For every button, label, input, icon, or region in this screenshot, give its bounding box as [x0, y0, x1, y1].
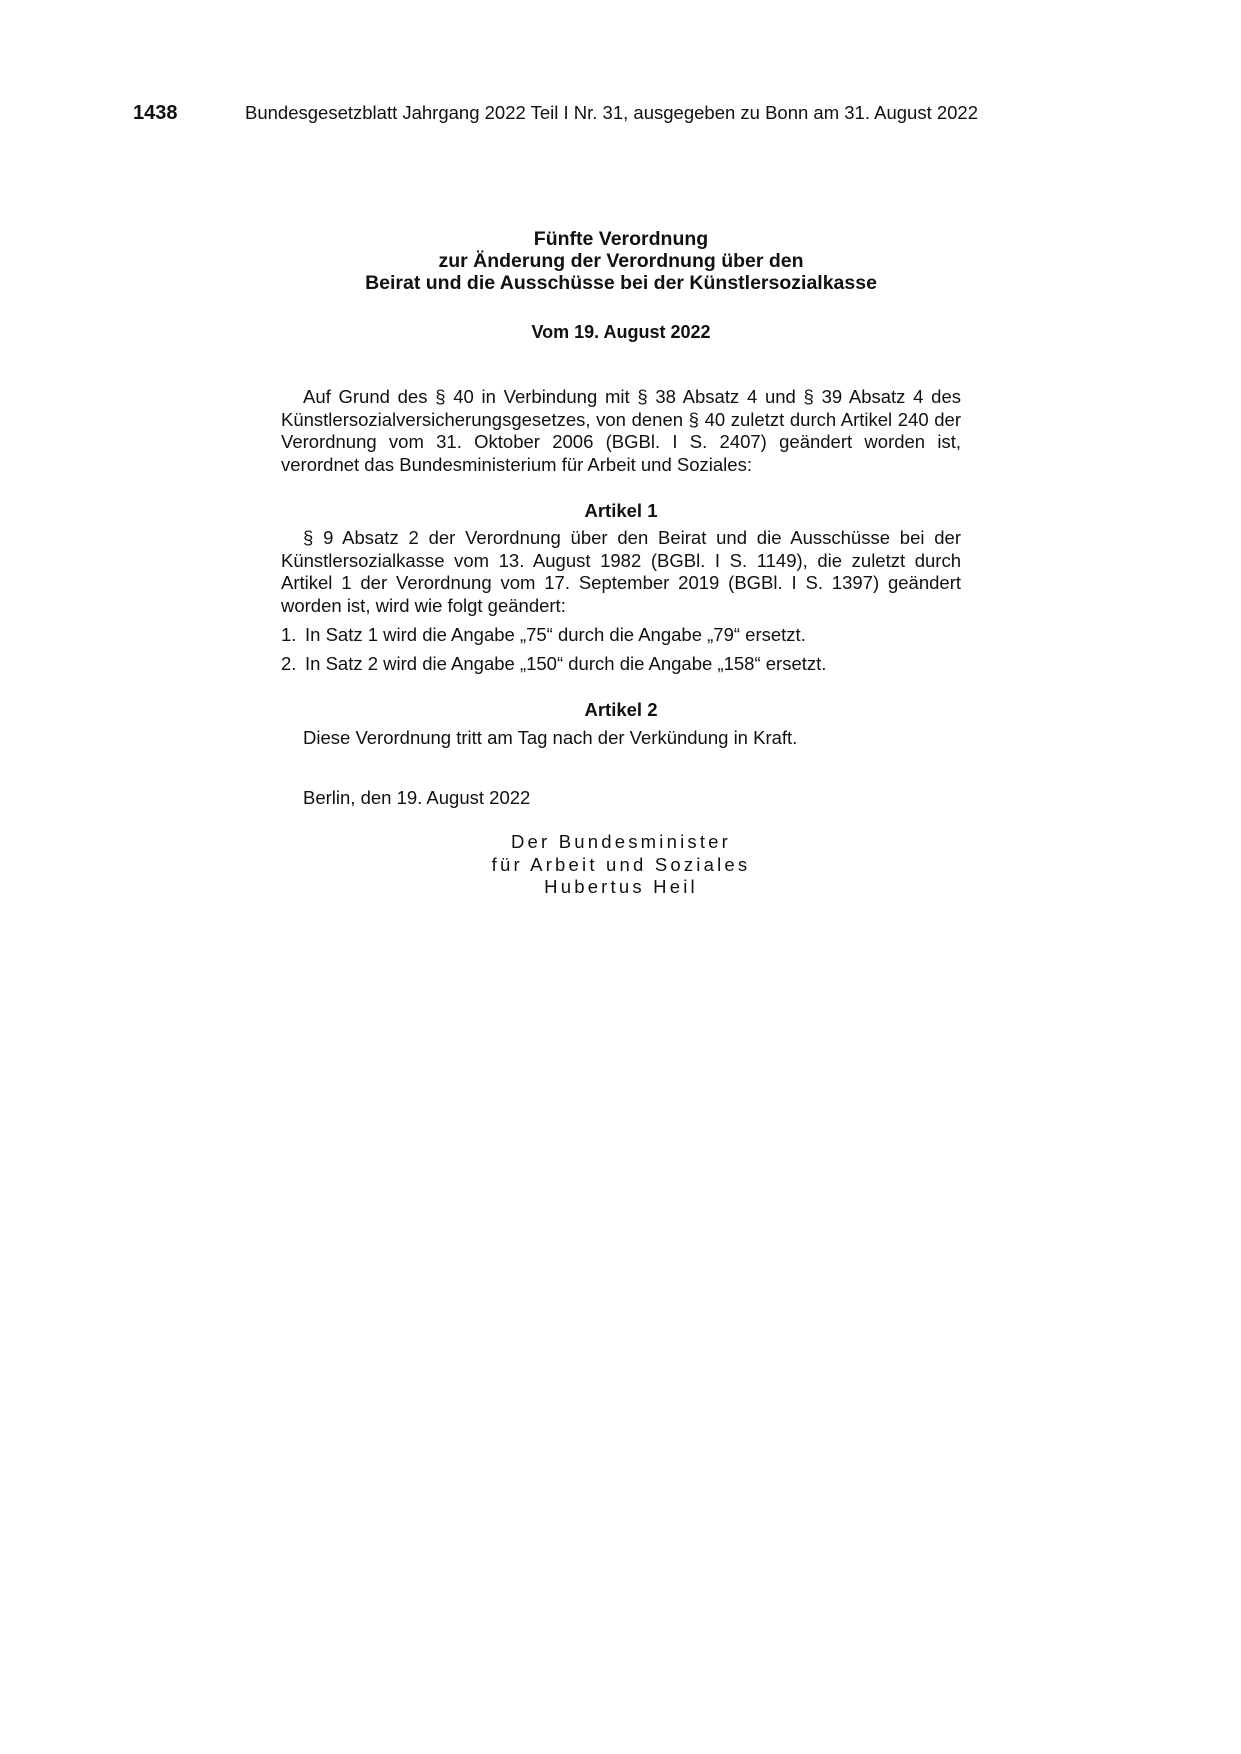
article-1-text: § 9 Absatz 2 der Verordnung über den Beirat und die Ausschüsse bei der Künstlersozialkasse vom 13. August 1982 (BGBl. I S. 1149), die zuletzt durch Artikel 1 der Verordnung vom 17. September 2019 (BGBl. I S. 1397) geändert worden ist, wird wie folgt geändert: — [281, 527, 961, 616]
title-line-3: Beirat und die Ausschüsse bei der Künstlersozialkasse — [365, 272, 877, 294]
list-item-number: 2. — [281, 653, 297, 674]
page-number: 1438 — [133, 102, 178, 124]
list-item-number: 1. — [281, 624, 297, 645]
signature-line-1: Der Bundesminister — [510, 831, 732, 852]
article-2-heading: Artikel 2 — [584, 699, 658, 720]
signature-block — [281, 831, 961, 899]
title-line-2: zur Änderung der Verordnung über den — [438, 250, 804, 272]
page-header — [133, 98, 1033, 128]
gazette-line: Bundesgesetzblatt Jahrgang 2022 Teil I Nr. 31, ausgegeben zu Bonn am 31. August 2022 — [245, 102, 978, 123]
article-1-heading: Artikel 1 — [584, 500, 658, 521]
article-2-text: Diese Verordnung tritt am Tag nach der Verkündung in Kraft. — [303, 727, 798, 748]
place-date: Berlin, den 19. August 2022 — [303, 787, 531, 808]
list-item-text: In Satz 1 wird die Angabe „75“ durch die Angabe „79“ ersetzt. — [305, 624, 806, 645]
article-1-body — [281, 527, 961, 617]
title-line-1: Fünfte Verordnung — [533, 228, 709, 250]
list-item — [281, 624, 961, 646]
preamble-text: Auf Grund des § 40 in Verbindung mit § 38 Absatz 4 und § 39 Absatz 4 des Künstlersozialversicherungsgesetzes, von denen § 40 zuletzt durch Artikel 240 der Verordnung vom 31. Oktober 2006 (BGBl. I S. 2407) geändert worden ist, verordnet das Bundesministerium für Arbeit und Soziales: — [281, 386, 961, 475]
preamble — [281, 386, 961, 476]
list-item — [281, 653, 961, 675]
document-date: Vom 19. August 2022 — [531, 322, 711, 342]
list-item-text: In Satz 2 wird die Angabe „150“ durch die Angabe „158“ ersetzt. — [305, 653, 827, 674]
document-title — [281, 228, 961, 294]
signature-name: Hubertus Heil — [544, 876, 698, 897]
signature-line-2: für Arbeit und Soziales — [491, 853, 751, 875]
